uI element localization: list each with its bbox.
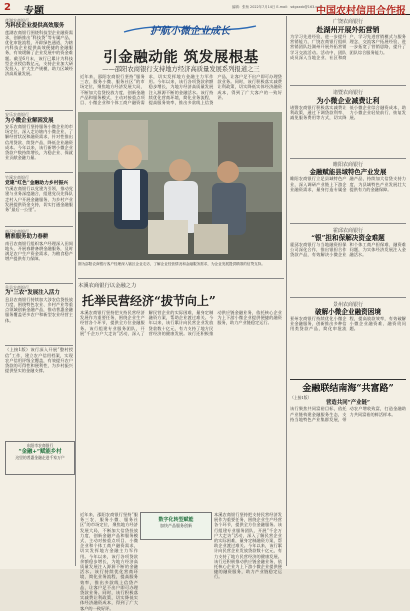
story-title: 金融赋能县域特色产业发展 [309, 168, 387, 177]
divider [78, 278, 284, 279]
dateline: 编辑：张杨 2022年7月14日 E-mail：sdgxzxb@163.com [232, 5, 323, 9]
person-right-head [217, 161, 239, 183]
center-feature-box [140, 512, 212, 540]
banner-text: 护航小微企业成长 [150, 26, 230, 37]
photo-sack [194, 224, 228, 254]
main-subheadline: ——邵阳农商银行支持地方经济高质量发展系列报道之三 [102, 66, 260, 73]
story-kicker: 本溪农商银行以金融之力 [78, 283, 137, 289]
divider [290, 379, 406, 380]
story-body: 近年来，邵阳农商银行坚持“服务三农、服务小微、服务社区”的市场定位，聚焦地方经济发展大局，不断加大信贷投放力度，创新金融产品和服务模式，主动对接重点项目、小微企业和个体工商户融资需求，切实发挥地方金融主力军作用。今年以来，该行各项贷款余额稳步增长，为地方经济高质量发展注入源源不断的金融活水。该行持续优化营商环境，简化业务流程，提高服务效率，推出多款线上信贷产品，让客户足不出户即可办理贷款业务。同时，该行积极落实减费让利政策，切实降低实体经济融资成本，得到了广大客户的一致好评。 [80, 512, 138, 611]
divider [290, 158, 406, 159]
right-column [290, 18, 406, 566]
story-title: 精准服务助力春耕 [5, 234, 49, 241]
story-body: 息县农商银行持续加大涉农信贷投放力度，围绕特色农业、乡村产业等重点领域创新金融产品，推动普惠金融服务覆盖更多农户和新型农业经营主体。 [5, 296, 73, 323]
divider [5, 172, 73, 173]
box-kicker: 东阳市农商银行 [26, 443, 54, 449]
lead-text [80, 74, 282, 110]
story-headline: 托举民营经济“拔节向上” [82, 294, 216, 308]
story-kicker: 竹溪农商银行 [5, 174, 29, 180]
story-kicker: 莲湖农商银行 [5, 18, 29, 23]
divider [5, 226, 73, 227]
person-left-shirt [122, 170, 140, 220]
story-headline: 金融联结南海“共富路” [302, 383, 394, 394]
story-subhead: 营造共同“产业链” [326, 399, 370, 406]
story-title: 赴湖州开展外拓营销 [316, 25, 380, 34]
story-body: 安乐农商银行坚持服务小微企业的市场定位，深入走访辖内小微企业，了解经营状况和融资需求，针对性推出信用贷款、续贷产品，降低企业融资成本。今年以来，该行新增小微企业贷款户数持续增长，为稳企业、保就业贡献金融力量。 [5, 123, 73, 161]
page-header [0, 0, 410, 15]
divider [5, 345, 73, 346]
feature-box [5, 441, 75, 475]
story-kicker: 霍邱农商银行 [332, 228, 363, 235]
story-body: 霍邱农商银行与当地融资担保公司深化合作，推出银担合作贷款产品，有效解决小微企业和个体工商户担保难、融资难问题，为实体经济发展注入金融活水。 [290, 242, 406, 258]
column-rule-right [286, 16, 287, 566]
story-body: 诸暨农商银行积极落实减费让利政策，通过下调贷款利率、减免服务费用等方式，切实降低小微企业综合融资成本，助力小微企业轻装前行、恢复发展。 [290, 104, 406, 121]
story-body: 本溪农商银行坚持把支持民营经济发展作为重要任务，围绕企业生产经营各个环节，提供全方位金融服务。该行组建专业服务团队，开展“千企万户大走访”活动，深入了解民营企业的实际困难，量身定制融资方案，帮助企业渡过难关。今年以来，该行累计向民营企业发放贷款数十亿元，有力支持了地方民营经济的健康发展。该行还积极推动供应链金融业务，依托核心企业为上下游小微企业提供便捷的融资服务，助力产业链稳定运行。 [80, 310, 282, 336]
story-body: 竹溪农商银行以党建为引领，推动党建与业务深度融合，组建党员先锋队走村入户开展金融服务，为乡村产业发展提供资金支持，切实打通金融服务“最后一公里”。 [5, 186, 73, 213]
story-body: 为学习先进经验，进一步提升营销能力，广饶农商银行组织营销团队赴湖州开展外拓营销学习交流活动。活动中，团队成员深入当地企业、社区和商户，学习先进营销模式与服务理念，交流客户拓展经验，进一步拓宽了营销思路，提升了团队综合服务能力。 [290, 34, 406, 60]
story-kicker: 景州农商银行 [332, 301, 363, 308]
photo-caption: 图为邵阳农商银行客户经理深入辖区企业走访，了解企业经营情况和金融服务需求，为企业发展提供精准的信贷支持。 [78, 262, 265, 266]
story-body: 该行聚焦共同富裕目标，依托产业链构建金融服务生态，支持当地特色产业集群发展，带动农户增收致富，打造金融助力共同富裕的鲜活样本。 [290, 406, 406, 422]
story-body: 睢阳农商银行立足县域特色产业，深入调研产业链上下游企业融资需求，量身打造专属金融产品，持续加大信贷支持力度，为县域特色产业发展壮大提供有力的金融保障。 [290, 176, 406, 192]
divider [290, 223, 406, 224]
box-subtitle: 这里的普惠金融走进千家万户 [15, 455, 65, 461]
story-kicker: 诸暨农商银行 [332, 89, 363, 96]
left-column [5, 18, 73, 566]
divider [5, 283, 73, 284]
masthead: 中国农村信用合作报 [316, 6, 406, 17]
story-body: 莲湖农商银行围绕科技型企业融资需求，创新推出“科技贷”等专属产品，优化审批流程，开辟绿色通道，为辖内科技企业提供高效便捷的金融服务，有效缓解了企业发展中的资金难题。截至6月末，该行已累计为科技型企业授信数亿元，支持企业加大研发投入、扩大生产规模，助力区域经济高质量发展。 [5, 29, 73, 77]
person-middle-head [169, 159, 191, 181]
story-kicker: 南召农商银行 [5, 228, 29, 234]
photo-door [218, 122, 273, 167]
story-text [80, 310, 282, 510]
news-photo [78, 112, 282, 260]
lead-body: 近年来，邵阳农商银行坚持“服务三农、服务小微、服务社区”的市场定位，聚焦地方经济发展大局，不断加大信贷投放力度，创新金融产品和服务模式，主动对接重点项目、小微企业和个体工商户融资需求，切实发挥地方金融主力军作用。今年以来，该行各项贷款余额稳步增长，为地方经济高质量发展注入源源不断的金融活水。该行持续优化营商环境，简化业务流程，提高服务效率，推出多款线上信贷产品，让客户足不出户即可办理贷款业务。同时，该行积极落实减费让利政策，切实降低实体经济融资成本，得到了广大客户的一致好评。 [80, 74, 282, 106]
story-body: （上接1版）该行深入开展“整村授信”工作，建立农户信用档案，实现农户信用评级全覆盖，有效提升农户贷款的可得性和便利性，为乡村振兴提供坚实的金融支撑。 [5, 347, 73, 374]
divider [5, 110, 73, 111]
story-body: 景州农商银行持续优化小微企业金融服务，创新推出多种信用类贷款产品，简化审批流程，提高放款效率，有效破解小微企业融资难、融资贵问题。 [290, 315, 406, 332]
story-title: 为小微企业减费让利 [316, 95, 380, 105]
box-subtitle: 加快产品服务创新 [160, 523, 192, 529]
divider [290, 297, 406, 298]
photo-sack [148, 220, 188, 254]
box-title: “金融+”赋能乡村 [18, 448, 62, 455]
story-title: 党建“红色”金融助力乡村振兴 [5, 179, 69, 186]
story-text-bottom [214, 512, 282, 580]
column-rule-left [75, 16, 76, 566]
story-title: 破解小微企业融资困境 [315, 307, 381, 316]
page-number: 2 [4, 2, 11, 13]
divider [290, 85, 406, 86]
story-kicker: 广饶农商银行 [332, 19, 363, 25]
story-title: 为“三农”发展注入活力 [5, 290, 60, 297]
story-body: 南召农商银行组织客户经理深入田间地头，开展春耕备耕金融服务，及时满足农户生产资金需求，为粮食稳产增产提供有力保障。 [5, 240, 73, 262]
main-headline: 引金融动能 筑发展根基 [103, 49, 259, 66]
story-title: 为小微企业解困发展 [5, 117, 54, 124]
story-title: 为科技企业提供高效服务 [5, 23, 65, 30]
person-left-head [118, 145, 142, 169]
section-name: 专题 [24, 6, 44, 17]
story-note: （上接1版） [290, 394, 312, 400]
story-kicker: 睢阳农商银行 [332, 162, 363, 169]
story-title: “银”担和保解决资金难题 [311, 234, 385, 243]
story-text-bottom [80, 512, 138, 611]
story-kicker: 息县农商银行 [5, 285, 29, 291]
story-kicker: 安乐农商银行 [5, 112, 29, 118]
story-body: 本溪农商银行坚持把支持民营经济发展作为重要任务，围绕企业生产经营各个环节，提供全方位金融服务。该行组建专业服务团队，开展“千企万户大走访”活动，深入了解民营企业的实际困难，量身定制融资方案，帮助企业渡过难关。今年以来，该行累计向民营企业发放贷款数十亿元，有力支持了地方民营经济的健康发展。该行还积极推动供应链金融业务，依托核心企业为上下游小微企业提供便捷的融资服务，助力产业链稳定运行。 [214, 512, 282, 580]
box-title: 数字化转型赋能 [158, 517, 194, 523]
